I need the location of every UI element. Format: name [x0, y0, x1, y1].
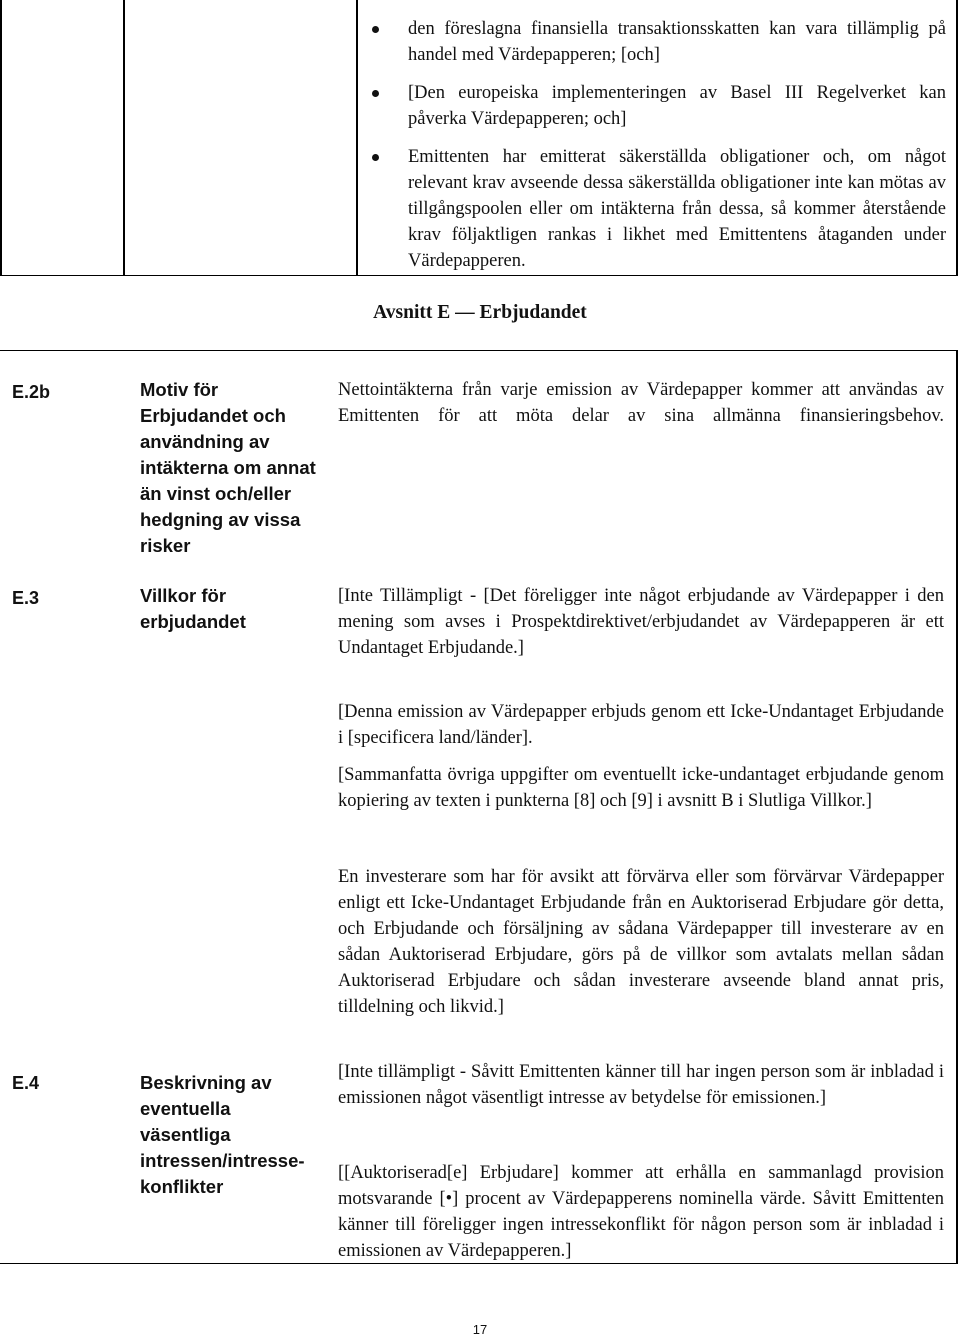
row-paragraph: [Denna emission av Värdepapper erbjuds genom ett Icke-Undantaget Erbjudande i [specificera land/länder]. [338, 702, 944, 748]
top-table [0, 0, 958, 276]
bullet-icon [372, 154, 379, 161]
table-border [956, 351, 958, 1263]
list-item: den föreslagna finansiella transaktionsskatten kan vara tillämplig på handel med Värdepapperen; [och] [372, 16, 946, 68]
page-number: 17 [472, 1322, 488, 1337]
row-paragraph: Nettointäkterna från varje emission av Värdepapper kommer att användas av Emittenten för att möta delar av sina allmänna finansieringsbehov. [338, 380, 944, 426]
row-paragraph: [Sammanfatta övriga uppgifter om eventuellt icke-undantaget erbjudande genom kopiering av texten i punkterna [8] och [9] i avsnitt B i Slutliga Villkor.] [338, 765, 944, 811]
table-border [123, 0, 125, 275]
row-paragraph: [Inte tillämpligt - Såvitt Emittenten känner till har ingen person som är inbladad i emissionen något väsentligt intresse av betydelse för emissionen.] [338, 1062, 944, 1108]
row-code: E.3 [12, 588, 40, 608]
table-border [0, 0, 2, 275]
row-paragraph: [Inte Tillämpligt - [Det föreligger inte något erbjudande av Värdepapper i den mening som avses i Prospektdirektivet/erbjudandet av Värdepapperen är ett Undantaget Erbjudande.] [338, 586, 944, 658]
row-code: E.2b [12, 382, 51, 402]
row-code: E.4 [12, 1073, 40, 1093]
row-paragraph: En investerare som har för avsikt att förvärva eller som förvärvar Värdepapper enligt ett Icke-Undantaget Erbjudande från en Auktoriserad Erbjudare gör detta, och Erbjudande och försäljning av sådana Värdepapper till investerare av en sådan Auktoriserad Erbjudare, görs på de villkor som avtalats mellan sådan Auktoriserad Erbjudare och sådan investerare avseende bland annat pris, tilldelning och likvid.] [338, 867, 944, 1017]
row-paragraph: [[Auktoriserad[e] Erbjudare] kommer att erhålla en sammanlagd provision motsvarande [•] procent av Värdepapperens nominella värde. Såvitt Emittenten känner till föreligger ingen intressekonflikt för någon person som är inbladad i emissionen av Värdepapperen.] [338, 1163, 944, 1261]
table-border [956, 0, 958, 275]
row-label: Beskrivning av eventuella väsentliga intressen/intresse-konflikter [140, 1072, 305, 1197]
bullet-icon [372, 26, 379, 33]
bullet-icon [372, 90, 379, 97]
list-item: Emittenten har emitterat säkerställda obligationer och, om något relevant krav avseende dessa säkerställda obligationer inte kan mötas av tillgångspoolen eller om intäkterna från dessa, så kommer återstående krav följaktligen rankas i likhet med Emittentens åtaganden under Värdepapperen. [372, 144, 946, 274]
summary-table [0, 350, 958, 1264]
row-label: Motiv för Erbjudandet och användning av intäkterna om annat än vinst och/eller hedgning av vissa risker [140, 379, 316, 556]
row-label: Villkor för erbjudandet [140, 585, 246, 632]
section-heading: Avsnitt E — Erbjudandet [373, 302, 587, 323]
list-item: [Den europeiska implementeringen av Basel III Regelverket kan påverka Värdepapperen; och] [372, 80, 946, 132]
risk-bullet-list [372, 16, 946, 286]
table-border [356, 0, 358, 275]
